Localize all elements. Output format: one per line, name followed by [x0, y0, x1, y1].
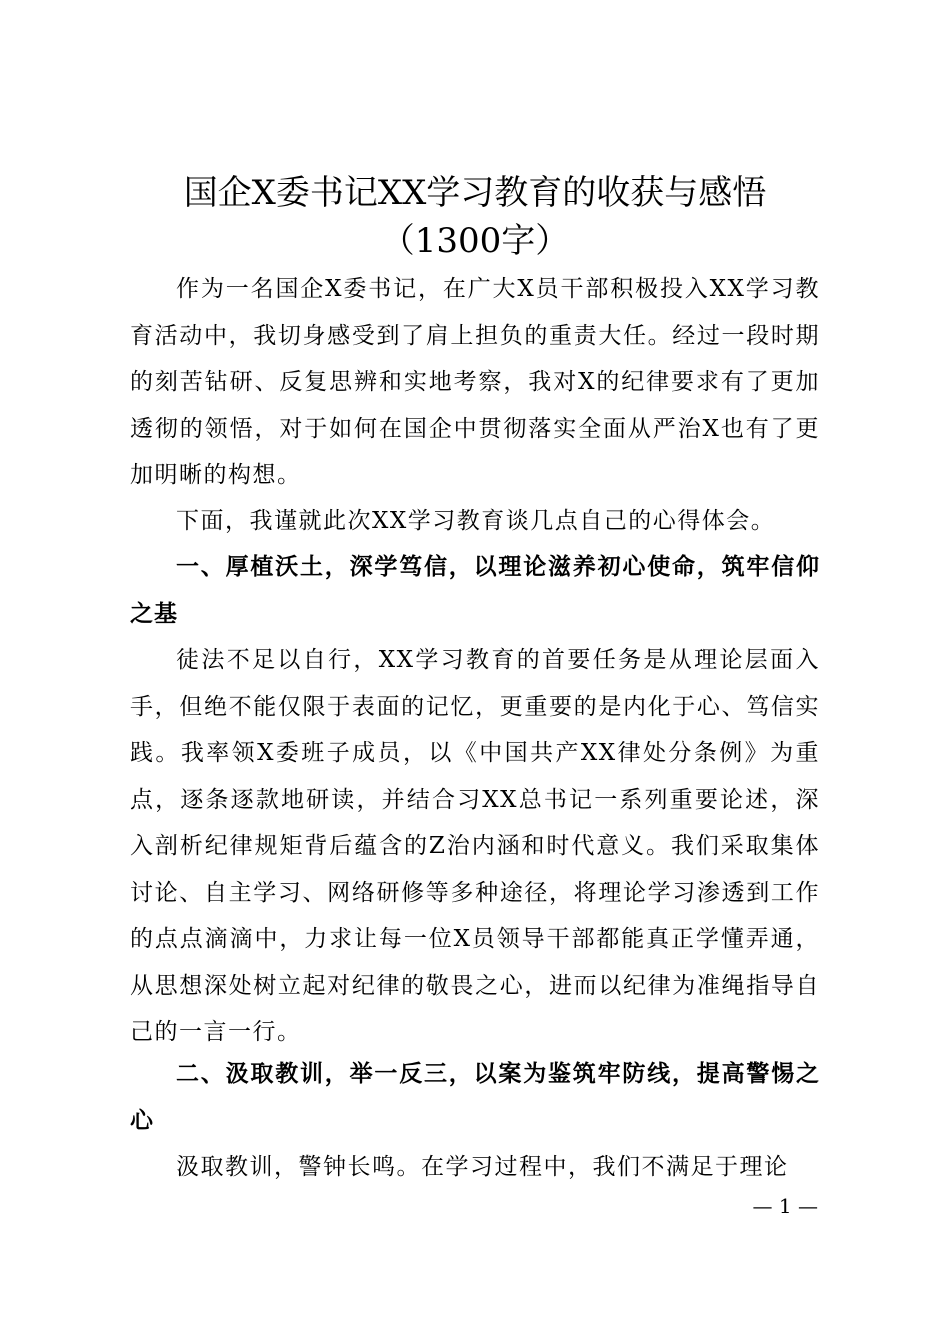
document-title: 国企X委书记XX学习教育的收获与感悟	[183, 173, 767, 213]
page-number: — 1 —	[752, 1194, 818, 1218]
paragraph-transition: 下面，我谨就此次XX学习教育谈几点自己的心得体会。	[176, 508, 776, 534]
document-subtitle-word-count: （1300字）	[380, 221, 570, 261]
paragraph-intro: 作为一名国企X委书记，在广大X员干部积极投入XX学习教育活动中，我切身感受到了肩上担负的重责大任。经过一段时期的刻苦钻研、反复思辨和实地考察，我对X的纪律要求有了更加透彻的领悟，对于如何在国企中贯彻落实全面从严治X也有了更加明晰的构想。	[130, 276, 820, 488]
paragraph-section-2: 汲取教训，警钟长鸣。在学习过程中，我们不满足于理论	[176, 1154, 789, 1180]
paragraph-section-1: 徒法不足以自行，XX学习教育的首要任务是从理论层面入手，但绝不能仅限于表面的记忆，更重要的是内化于心、笃信实践。我率领X委班子成员，以《中国共产XX律处分条例》为重点，逐条逐款地研读，并结合习XX总书记一系列重要论述，深入剖析纪律规矩背后蕴含的Z治内涵和时代意义。我们采取集体讨论、自主学习、网络研修等多种途径，将理论学习渗透到工作的点点滴滴中，力求让每一位X员领导干部都能真正学懂弄通，从思想深处树立起对纪律的敬畏之心，进而以纪律为准绳指导自己的一言一行。	[130, 647, 820, 1045]
section-heading-2: 二、汲取教训，举一反三，以案为鉴筑牢防线，提高警惕之心	[130, 1061, 820, 1134]
section-heading-1: 一、厚植沃土，深学笃信，以理论滋养初心使命，筑牢信仰之基	[130, 554, 820, 627]
